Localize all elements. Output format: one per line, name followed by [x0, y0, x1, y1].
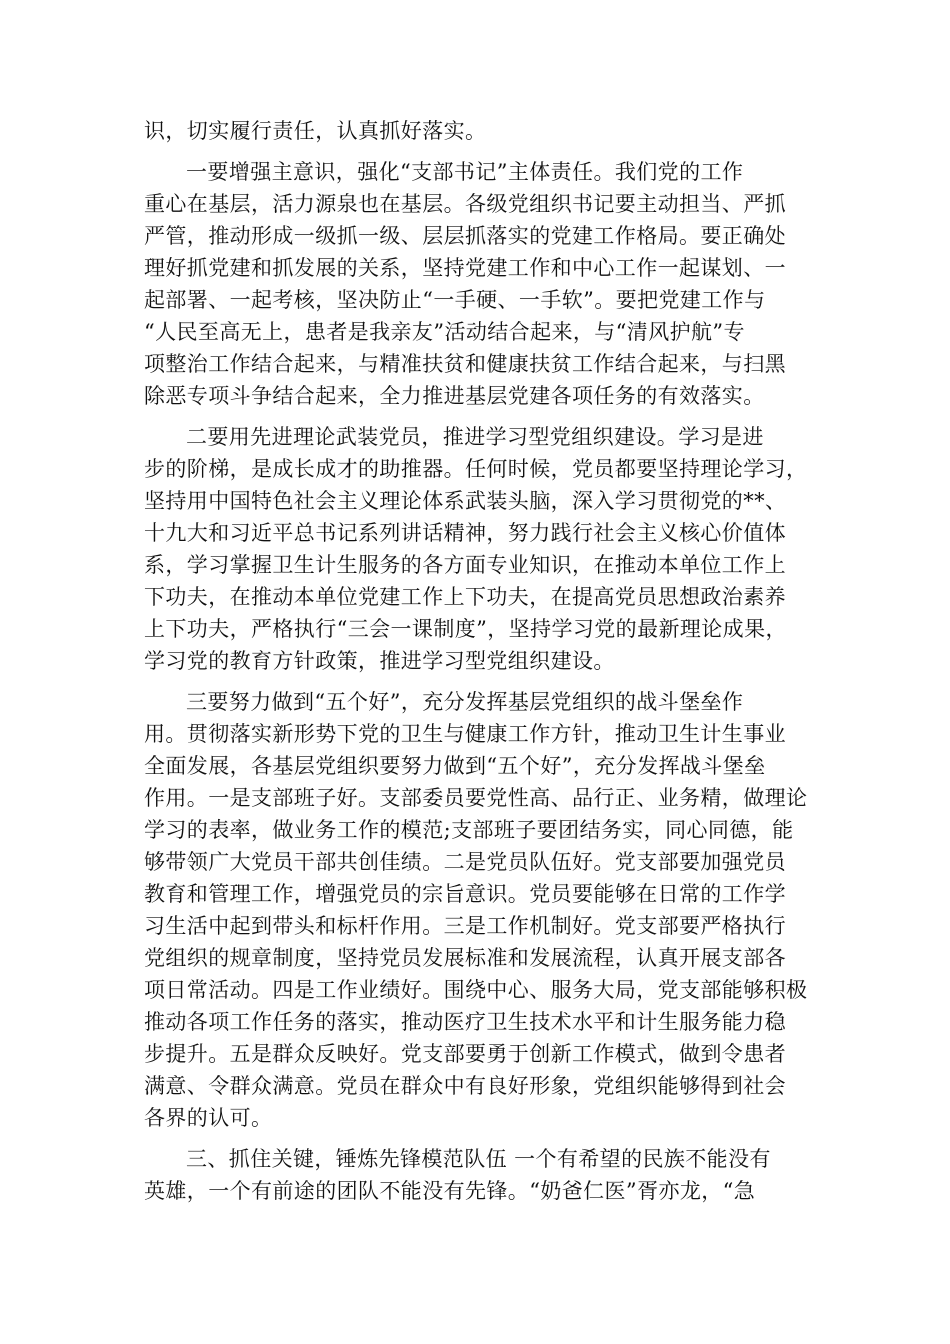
text-line: 学习党的教育方针政策，推进学习型党组织建设。 — [144, 649, 615, 673]
text-line: 各界的认可。 — [144, 1106, 273, 1130]
text-line: 学习的表率，做业务工作的模范;支部班子要团结务实，同心同德，能 — [144, 818, 794, 842]
text-line: 上下功夫，严格执行“三会一课制度”，坚持学习党的最新理论成果， — [144, 617, 787, 641]
text-line: 起部署、一起考核，坚决防止“一手硬、一手软”。要把党建工作与 — [144, 288, 766, 312]
text-line: 坚持用中国特色社会主义理论体系武装头脑，深入学习贯彻党的**、 — [144, 489, 787, 513]
text-line: 满意、令群众满意。党员在群众中有良好形象，党组织能够得到社会 — [144, 1074, 786, 1098]
paragraph-start-line: 二要用先进理论武装党员，推进学习型党组织建设。学习是进 — [186, 425, 764, 449]
text-line: 理好抓党建和抓发展的关系，坚持党建工作和中心工作一起谋划、一 — [144, 256, 786, 280]
text-line: 系，学习掌握卫生计生服务的各方面专业知识，在推动本单位工作上 — [144, 553, 786, 577]
text-line: 够带领广大党员干部共创佳绩。二是党员队伍好。党支部要加强党员 — [144, 850, 786, 874]
text-line: 习生活中起到带头和标杆作用。三是工作机制好。党支部要严格执行 — [144, 914, 786, 938]
text-line: 项日常活动。四是工作业绩好。围绕中心、服务大局，党支部能够积极 — [144, 978, 808, 1002]
section-heading-line: 三、抓住关键，锤炼先锋模范队伍 一个有希望的民族不能没有 — [186, 1147, 771, 1171]
text-line: 步的阶梯，是成长成才的助推器。任何时候，党员都要坚持理论学习， — [144, 457, 808, 481]
text-line: 用。贯彻落实新形势下党的卫生与健康工作方针，推动卫生计生事业 — [144, 722, 786, 746]
text-line: 十九大和习近平总书记系列讲话精神，努力践行社会主义核心价值体 — [144, 521, 786, 545]
text-line: 除恶专项斗争结合起来，全力推进基层党建各项任务的有效落实。 — [144, 384, 765, 408]
paragraph-start-line: 一要增强主意识，强化“支部书记”主体责任。我们党的工作 — [186, 160, 744, 184]
text-line: 下功夫，在推动本单位党建工作上下功夫，在提高党员思想政治素养 — [144, 585, 786, 609]
text-line: 全面发展，各基层党组织要努力做到“五个好”，充分发挥战斗堡垒 — [144, 754, 766, 778]
text-line: 识，切实履行责任，认真抓好落实。 — [144, 119, 487, 143]
text-line: 教育和管理工作，增强党员的宗旨意识。党员要能够在日常的工作学 — [144, 882, 786, 906]
paragraph-start-line: 三要努力做到“五个好”，充分发挥基层党组织的战斗堡垒作 — [186, 690, 744, 714]
text-line: 作用。一是支部班子好。支部委员要党性高、品行正、业务精，做理论 — [144, 786, 808, 810]
text-line: 推动各项工作任务的落实，推动医疗卫生技术水平和计生服务能力稳 — [144, 1010, 786, 1034]
text-line: 严管，推动形成一级抓一级、层层抓落实的党建工作格局。要正确处 — [144, 224, 786, 248]
text-line: “人民至高无上，患者是我亲友”活动结合起来，与“清风护航”专 — [144, 320, 745, 344]
text-line: 重心在基层，活力源泉也在基层。各级党组织书记要主动担当、严抓 — [144, 192, 786, 216]
text-line: 党组织的规章制度，坚持党员发展标准和发展流程，认真开展支部各 — [144, 946, 786, 970]
text-line: 步提升。五是群众反映好。党支部要勇于创新工作模式，做到令患者 — [144, 1042, 786, 1066]
text-line: 英雄，一个有前途的团队不能没有先锋。“奶爸仁医”胥亦龙，“急 — [144, 1179, 756, 1203]
text-line: 项整治工作结合起来，与精准扶贫和健康扶贫工作结合起来，与扫黑 — [144, 352, 786, 376]
